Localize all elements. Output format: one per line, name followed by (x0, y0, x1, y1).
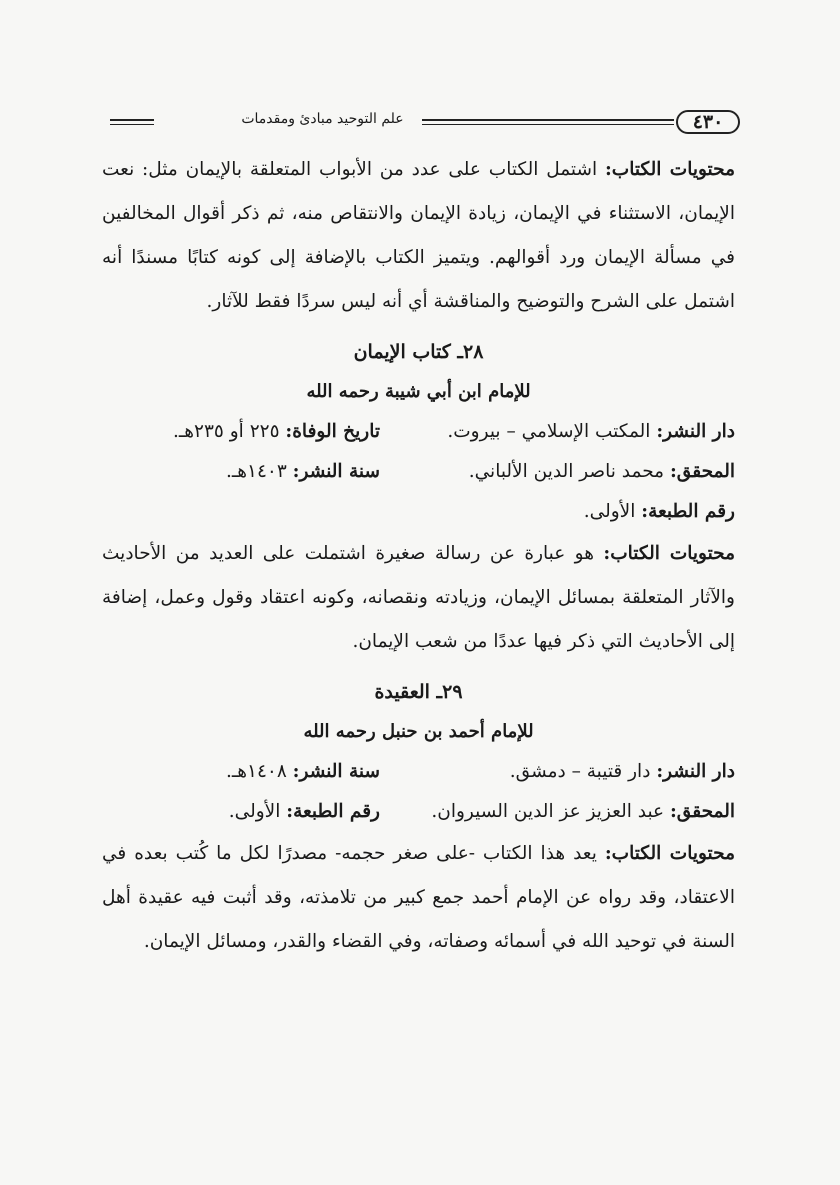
edition-row (102, 492, 735, 532)
contents-text: هو عبارة عن رسالة صغيرة اشتملت على العديد من الأحاديث والآثار المتعلقة بمسائل الإيمان، وزيادته ونقصانه، وكونه اعتقاد وقول وعمل، إضافة إلى الأحاديث التي ذكر فيها عددًا من شعب الإيمان. (102, 543, 735, 652)
publisher-value: دار قتيبة – دمشق. (509, 761, 651, 782)
book-heading: ٢٩ـ العقيدة (374, 681, 463, 703)
publisher-row (102, 752, 735, 792)
page-content (102, 148, 735, 964)
contents-text: اشتمل الكتاب على عدد من الأبواب المتعلقة بالإيمان مثل: نعت الإيمان، الاستثناء في الإيمان، زيادة الإيمان والانتقاص منه، ثم ذكر أقوال المخالفين في مسألة الإيمان ورد أقوالهم. ويتميز الكتاب بالإضافة إلى كونه كتابًا مسندًا أنه اشتمل على الشرح والتوضيح والمناقشة أي أنه ليس سردًا فقط للآثار. (102, 159, 735, 312)
book-author: للإمام ابن أبي شيبة رحمه الله (306, 381, 531, 402)
year-label: سنة النشر: (292, 461, 380, 482)
book-author: للإمام أحمد بن حنبل رحمه الله (303, 721, 534, 742)
death-label: تاريخ الوفاة: (285, 421, 380, 442)
publisher-row (102, 412, 735, 452)
page-header (110, 102, 740, 142)
edition-label: رقم الطبعة: (286, 801, 380, 822)
publisher-label: دار النشر: (656, 421, 735, 442)
publisher-label: دار النشر: (656, 761, 735, 782)
editor-label: المحقق: (669, 801, 735, 822)
editor-label: المحقق: (669, 461, 735, 482)
contents-text: يعد هذا الكتاب -على صغر حجمه- مصدرًا لكل ما كُتب بعده في الاعتقاد، وقد رواه عن الإمام أحمد جمع كبير من تلامذته، وقد أثبت فيه عقيدة أهل السنة في توحيد الله في أسمائه وصفاته، وفي القضاء والقدر، ومسائل الإيمان. (102, 843, 735, 952)
contents-paragraph (102, 832, 735, 964)
contents-paragraph (102, 148, 735, 324)
edition-value: الأولى. (228, 801, 281, 822)
edition-value: الأولى. (583, 501, 636, 522)
contents-label: محتويات الكتاب: (604, 843, 735, 864)
year-label: سنة النشر: (292, 761, 380, 782)
contents-label: محتويات الكتاب: (603, 543, 736, 564)
editor-row (102, 452, 735, 492)
editor-value: محمد ناصر الدين الألباني. (468, 461, 665, 482)
contents-label: محتويات الكتاب: (604, 159, 735, 180)
editor-value: عبد العزيز عز الدين السيروان. (431, 801, 665, 822)
edition-label: رقم الطبعة: (641, 501, 735, 522)
editor-row (102, 792, 735, 832)
header-rule-end (110, 119, 154, 125)
year-value: ١٤٠٨هـ. (225, 761, 287, 782)
year-value: ١٤٠٣هـ. (225, 461, 287, 482)
running-title: علم التوحيد مبادئ ومقدمات (241, 111, 404, 127)
contents-paragraph (102, 532, 735, 664)
book-heading: ٢٨ـ كتاب الإيمان (353, 341, 484, 363)
death-value: ٢٢٥ أو ٢٣٥هـ. (172, 421, 280, 442)
publisher-value: المكتب الإسلامي – بيروت. (447, 421, 651, 442)
page-number: ٤٣٠ (676, 110, 740, 134)
header-rule (422, 119, 674, 125)
